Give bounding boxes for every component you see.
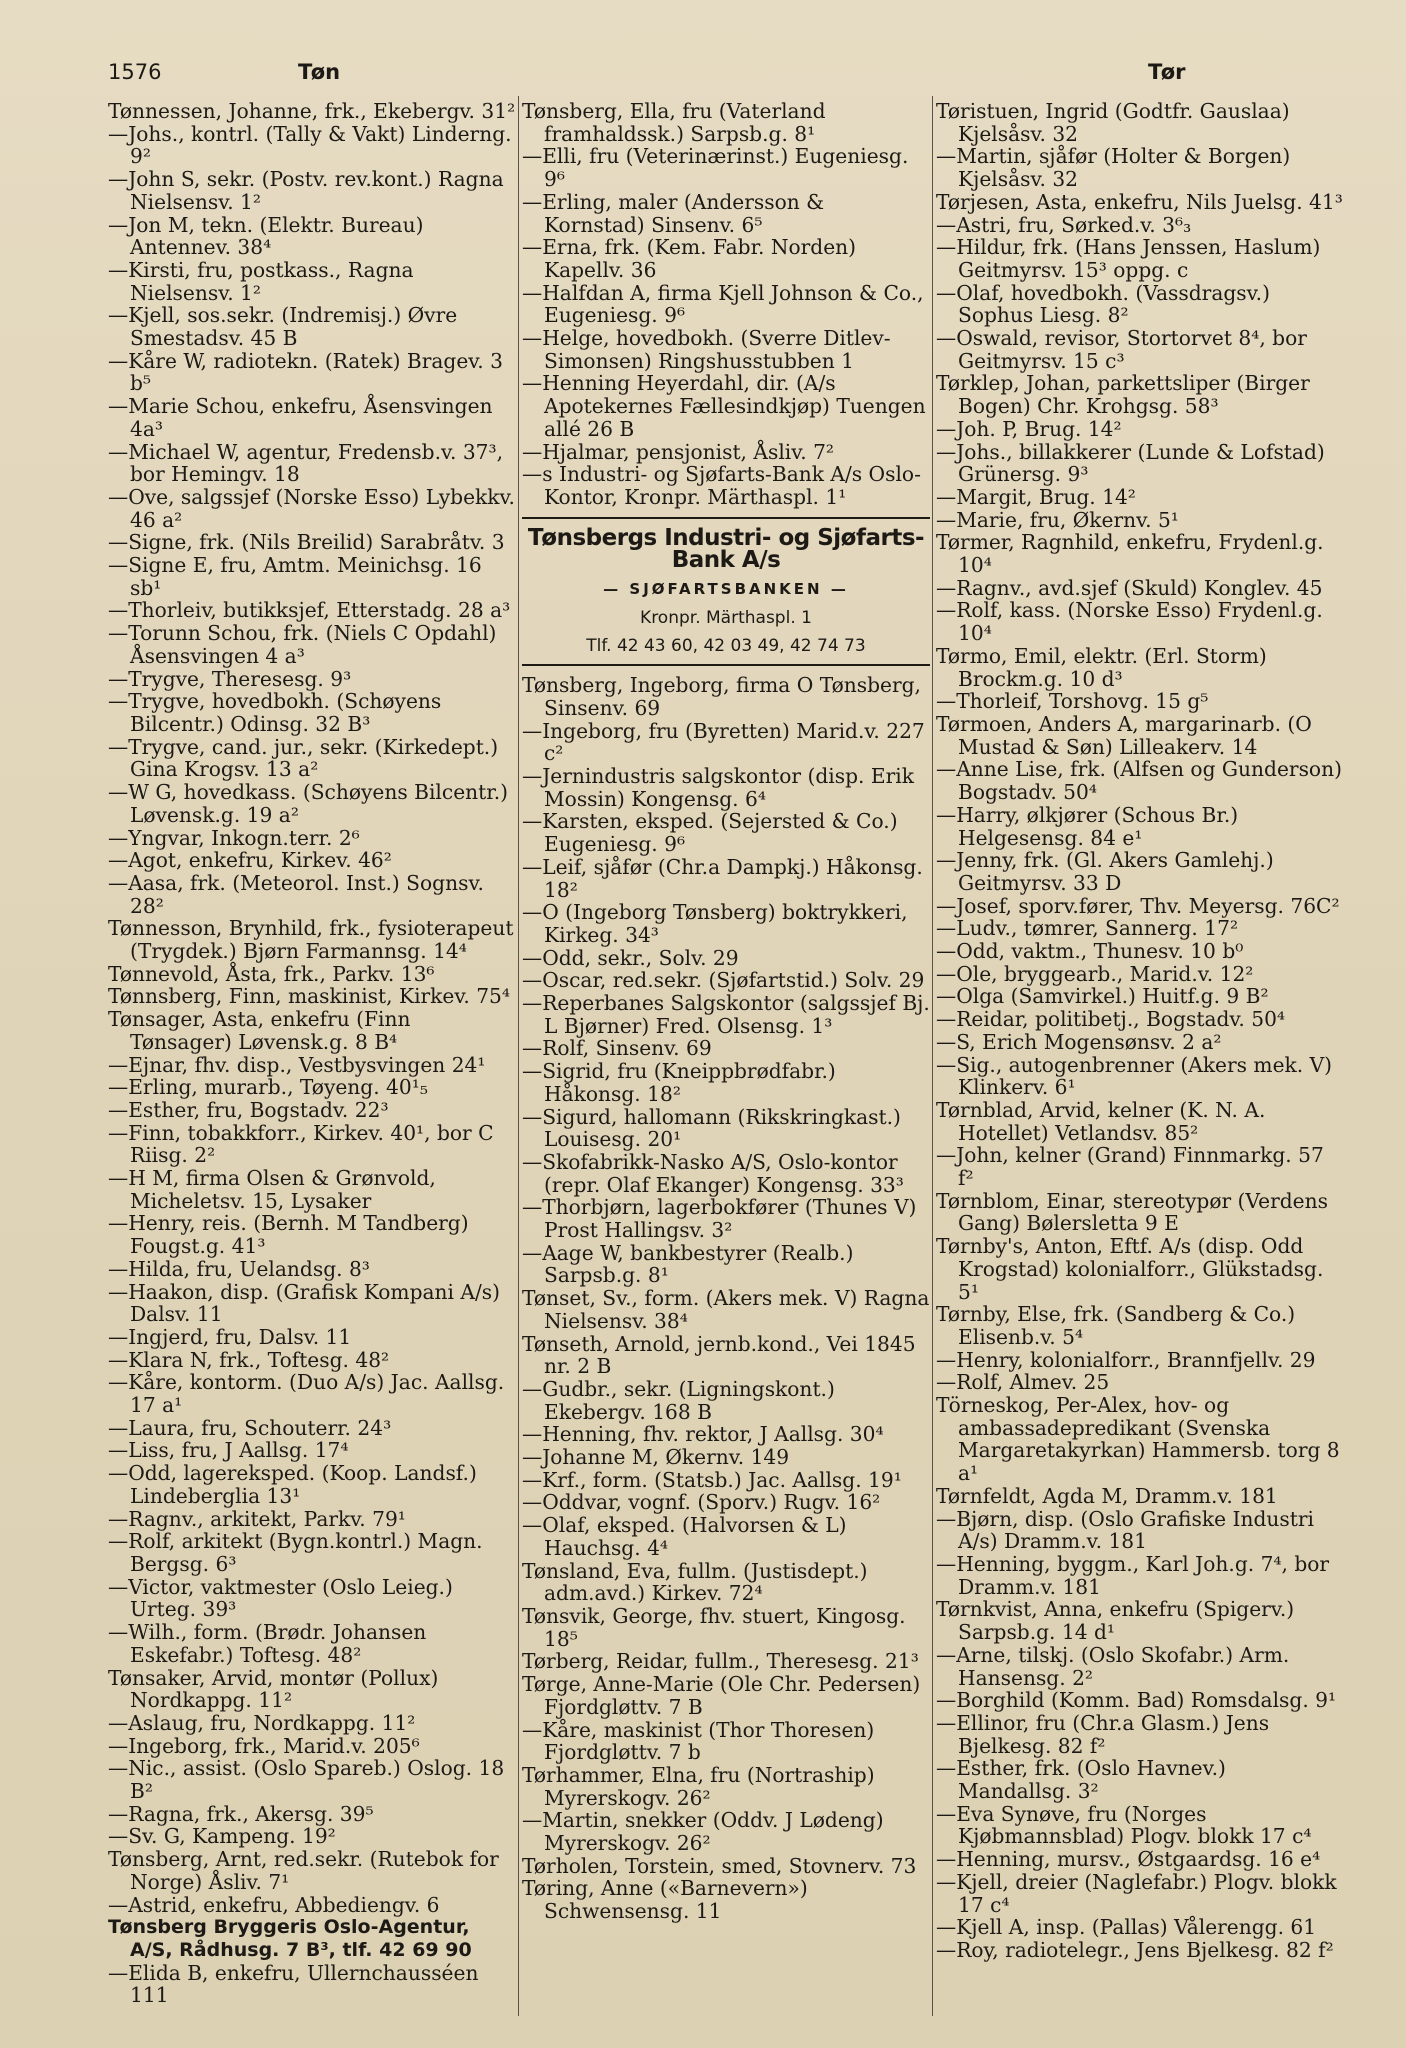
directory-entry: —Josef, sporv.fører, Thv. Meyersg. 76C² bbox=[936, 893, 1340, 918]
directory-entry: —Olaf, eksped. (Halvorsen & L) Hauchsg. 4⁴ bbox=[522, 1513, 847, 1560]
directory-entry: Tønsager, Asta, enkefru (Finn Tønsager) Løvensk.g. 8 B⁴ bbox=[108, 1007, 411, 1054]
directory-entry: —Ingeborg, fru (Byretten) Marid.v. 227 c² bbox=[522, 718, 925, 766]
directory-entry: —Kåre, maskinist (Thor Thoresen) Fjordgløttv. 7 b bbox=[522, 1717, 875, 1765]
directory-entry: —H M, firma Olsen & Grønvold, Micheletsv. 15, Lysaker bbox=[108, 1166, 436, 1213]
directory-entry: —Johs., billakkerer (Lunde & Lofstad) Grünersg. 9³ bbox=[936, 439, 1325, 487]
column-divider bbox=[518, 96, 519, 2016]
directory-entry: —Elli, fru (Veterinærinst.) Eugeniesg. 9⁶ bbox=[522, 144, 909, 192]
directory-entry: Tøristuen, Ingrid (Godtfr. Gauslaa) Kjelsåsv. 32 bbox=[936, 100, 1290, 146]
directory-entry: —Jon M, tekn. (Elektr. Bureau) Antennev. 38⁴ bbox=[108, 212, 424, 260]
directory-entry: —Sigrid, fru (Kneippbrødfabr.) Håkonsg. 18² bbox=[522, 1059, 836, 1106]
directory-entry: —Thorleiv, butikksjef, Etterstadg. 28 a³ bbox=[108, 598, 511, 623]
directory-entry: Tønsberg, Ella, fru (Vaterland framhaldssk.) Sarpsb.g. 8¹ bbox=[522, 100, 826, 146]
directory-entry: —Rolf, Sinsenv. 69 bbox=[522, 1036, 712, 1061]
directory-entry: Tønsberg, Ingeborg, firma O Tønsberg, Sinsenv. 69 bbox=[522, 673, 921, 720]
directory-entry: —Halfdan A, firma Kjell Johnson & Co., Eugeniesg. 9⁶ bbox=[522, 280, 924, 328]
directory-entry: —Henning Heyerdahl, dir. (A/s Apotekernes Fællesindkjøp) Tuengen allé 26 B bbox=[522, 371, 926, 441]
directory-entry: Tørnfeldt, Agda M, Dramm.v. 181 bbox=[936, 1483, 1278, 1508]
directory-entry: —Laura, fru, Schouterr. 24³ bbox=[108, 1415, 392, 1440]
directory-entry: Tønnsberg, Finn, maskinist, Kirkev. 75⁴ bbox=[108, 984, 510, 1009]
directory-entry: —Oddvar, vognf. (Sporv.) Rugv. 16² bbox=[522, 1490, 881, 1515]
directory-entry: —Olaf, hovedbokh. (Vassdragsv.) Sophus Liesg. 8² bbox=[936, 280, 1270, 328]
directory-entry: Tørholen, Torstein, smed, Stovnerv. 73 bbox=[522, 1853, 917, 1878]
directory-entry: Tønsland, Eva, fullm. (Justisdept.) adm.avd.) Kirkev. 72⁴ bbox=[522, 1558, 868, 1606]
ad-address: Kronpr. Märthaspl. 1 bbox=[640, 607, 812, 628]
directory-entry: Tønnessen, Johanne, frk., Ekebergv. 31² bbox=[108, 100, 516, 123]
directory-entry: —Anne Lise, frk. (Alfsen og Gunderson) Bogstadv. 50⁴ bbox=[936, 757, 1342, 805]
directory-entry: —Reperbanes Salgskontor (salgssjef Bj. L Bjørner) Fred. Olsensg. 1³ bbox=[522, 991, 930, 1038]
directory-entry: —Ove, salgssjef (Norske Esso) Lybekkv. 46 a² bbox=[108, 484, 515, 532]
directory-entry: —Henning, byggm., Karl Joh.g. 7⁴, bor Dramm.v. 181 bbox=[936, 1552, 1330, 1599]
directory-entry: —Elida B, enkefru, Ullernchausséen 111 bbox=[108, 1960, 479, 2008]
directory-entry: —Sv. G, Kampeng. 19² bbox=[108, 1824, 336, 1849]
directory-entry: —Odd, lagereksped. (Koop. Landsf.) Lindeberglia 13¹ bbox=[108, 1461, 477, 1508]
directory-entry: —Odd, sekr., Solv. 29 bbox=[522, 945, 739, 970]
directory-entry: Tønseth, Arnold, jernb.kond., Vei 1845 nr. 2 B bbox=[522, 1331, 916, 1379]
directory-entry: —Hildur, frk. (Hans Jenssen, Haslum) Geitmyrsv. 15³ oppg. c bbox=[936, 235, 1321, 282]
directory-entry: Tørmo, Emil, elektr. (Erl. Storm) Brockm.g. 10 d³ bbox=[936, 643, 1267, 691]
directory-entry: —Skofabrikk-Nasko A/S, Oslo-kontor (repr. Olaf Ekanger) Kongensg. 33³ bbox=[522, 1149, 904, 1197]
page-header bbox=[108, 58, 1344, 90]
header-right-word: Tør bbox=[1148, 60, 1186, 84]
directory-entry: —Ingeborg, frk., Marid.v. 205⁶ bbox=[108, 1733, 420, 1758]
directory-entry: —Helge, hovedbokh. (Sverre Ditlev-Simonsen) Ringshusstubben 1 bbox=[522, 326, 891, 373]
directory-entry: Tørmer, Ragnhild, enkefru, Frydenl.g. 10⁴ bbox=[936, 530, 1324, 578]
directory-entry: Tørnby's, Anton, Eftf. A/s (disp. Odd Krogstad) kolonialforr., Glükstadsg. 5¹ bbox=[936, 1234, 1324, 1304]
directory-entry: —S, Erich Mogensønsv. 2 a² bbox=[936, 1029, 1222, 1054]
directory-entry: Tørklep, Johan, parkettsliper (Birger Bogen) Chr. Krohgsg. 58³ bbox=[936, 371, 1310, 419]
directory-entry: —Karsten, eksped. (Sejersted & Co.) Eugeniesg. 9⁶ bbox=[522, 809, 898, 857]
directory-entry: —Klara N, frk., Toftesg. 48² bbox=[108, 1347, 390, 1372]
directory-entry: —Johs., kontrl. (Tally & Vakt) Linderng. 9² bbox=[108, 121, 512, 169]
directory-entry: —Kåre W, radiotekn. (Ratek) Bragev. 3 b⁵ bbox=[108, 348, 503, 396]
directory-entry: —Jenny, frk. (Gl. Akers Gamlehj.) Geitmyrsv. 33 D bbox=[936, 848, 1274, 895]
directory-entry: —Astri, fru, Sørked.v. 3⁶₃ bbox=[936, 212, 1192, 237]
directory-entry: Törneskog, Per-Alex, hov- og ambassadepredikant (Svenska Margaretakyrkan) Hammersb. torg 8 a¹ bbox=[936, 1393, 1340, 1486]
directory-entry: Tøring, Anne («Barnevern») Schwensensg. 11 bbox=[522, 1876, 808, 1924]
directory-entry: —Eva Synøve, fru (Norges Kjøbmannsblad) Plogv. blokk 17 c⁴ bbox=[936, 1801, 1312, 1849]
directory-entry: —Hilda, fru, Uelandsg. 8³ bbox=[108, 1256, 370, 1281]
ad-phones: Tlf. 42 43 60, 42 03 49, 42 74 73 bbox=[586, 636, 866, 657]
directory-entry: —Bjørn, disp. (Oslo Grafiske Industri A/s) Dramm.v. 181 bbox=[936, 1506, 1314, 1554]
directory-entry: —Olga (Samvirkel.) Huitf.g. 9 B² bbox=[936, 984, 1269, 1009]
ad-title: Tønsbergs Industri- og Sjøfarts-Bank A/s bbox=[527, 524, 925, 574]
directory-entry: —Roy, radiotelegr., Jens Bjelkesg. 82 f² bbox=[936, 1937, 1334, 1962]
column-2 bbox=[522, 100, 930, 2020]
directory-entry: —s Industri- og Sjøfarts-Bank A/s Oslo-Kontor, Kronpr. Märthaspl. 1¹ bbox=[522, 462, 921, 509]
directory-entry: —Erling, maler (Andersson & Kornstad) Sinsenv. 6⁵ bbox=[522, 189, 825, 237]
directory-entry: —Marie, fru, Økernv. 5¹ bbox=[936, 507, 1179, 532]
directory-entry: —Ragnv., arkitekt, Parkv. 79¹ bbox=[108, 1506, 406, 1531]
directory-entry: —Ellinor, fru (Chr.a Glasm.) Jens Bjelkesg. 82 f² bbox=[936, 1710, 1270, 1758]
directory-entry: —Aage W, bankbestyrer (Realb.) Sarpsb.g. 8¹ bbox=[522, 1240, 854, 1288]
directory-entry: Tørnblom, Einar, stereotypør (Verdens Gang) Bølersletta 9 E bbox=[936, 1188, 1328, 1236]
directory-entry: —Sigurd, hallomann (Rikskringkast.) Louisesg. 20¹ bbox=[522, 1104, 901, 1152]
directory-entry: —Krf., form. (Statsb.) Jac. Aallsg. 19¹ bbox=[522, 1467, 902, 1492]
directory-entry: Tørge, Anne-Marie (Ole Chr. Pedersen) Fjordgløttv. 7 B bbox=[522, 1672, 921, 1719]
directory-entry: —Yngvar, Inkogn.terr. 2⁶ bbox=[108, 825, 360, 850]
header-left-word: Tøn bbox=[298, 60, 341, 84]
directory-entry: —Henry, reis. (Bernh. M Tandberg) Fougst.g. 41³ bbox=[108, 1211, 469, 1259]
directory-entry: —Joh. P, Brug. 14² bbox=[936, 416, 1122, 441]
directory-entry: —Reidar, politibetj., Bogstadv. 50⁴ bbox=[936, 1007, 1286, 1032]
directory-entry: —Michael W, agentur, Fredensb.v. 37³, bor Hemingv. 18 bbox=[108, 439, 504, 487]
directory-entry: —Rolf, Almev. 25 bbox=[936, 1370, 1110, 1395]
directory-entry: Tønset, Sv., form. (Akers mek. V) Ragna Nielsensv. 38⁴ bbox=[522, 1286, 930, 1333]
directory-entry: —Henning, fhv. rektor, J Aallsg. 30⁴ bbox=[522, 1422, 884, 1447]
directory-entry: —Rolf, kass. (Norske Esso) Frydenl.g. 10⁴ bbox=[936, 598, 1323, 646]
directory-entry: Tørjesen, Asta, enkefru, Nils Juelsg. 41³ bbox=[936, 189, 1343, 214]
directory-entry: —Erling, murarb., Tøyeng. 40¹₅ bbox=[108, 1075, 428, 1100]
directory-entry: —Ole, bryggearb., Marid.v. 12² bbox=[936, 961, 1254, 986]
directory-entry: —Arne, tilskj. (Oslo Skofabr.) Arm. Hansensg. 2² bbox=[936, 1642, 1290, 1690]
directory-entry: —Aslaug, fru, Nordkappg. 11² bbox=[108, 1710, 416, 1735]
column-divider bbox=[932, 96, 933, 2016]
directory-entry: —Astrid, enkefru, Abbediengv. 6 bbox=[108, 1892, 440, 1917]
directory-entry: —Ejnar, fhv. disp., Vestbysvingen 24¹ bbox=[108, 1052, 486, 1077]
directory-entry: —Oswald, revisor, Stortorvet 8⁴, bor Geitmyrsv. 15 c³ bbox=[936, 326, 1307, 373]
directory-entry: —Trygve, hovedbokh. (Schøyens Bilcentr.) Odinsg. 32 B³ bbox=[108, 689, 442, 736]
directory-entry: —Henning, mursv., Østgaardsg. 16 e⁴ bbox=[936, 1847, 1321, 1872]
directory-entry: Tørhammer, Elna, fru (Nortraship) Myrerskogv. 26² bbox=[522, 1762, 875, 1810]
page-number: 1576 bbox=[108, 60, 162, 84]
directory-entry: —Hjalmar, pensjonist, Åsliv. 7² bbox=[522, 439, 835, 464]
directory-entry: —Nic., assist. (Oslo Spareb.) Oslog. 18 B² bbox=[108, 1756, 505, 1804]
directory-entry: Tørnblad, Arvid, kelner (K. N. A. Hotellet) Vetlandsv. 85² bbox=[936, 1097, 1266, 1145]
directory-entry: —Harry, ølkjører (Schous Br.) Helgesensg. 84 e¹ bbox=[936, 802, 1239, 850]
directory-entry: —Finn, tobakkforr., Kirkev. 40¹, bor C Riisg. 2² bbox=[108, 1120, 494, 1168]
directory-entry: —Jernindustris salgskontor (disp. Erik Mossin) Kongensg. 6⁴ bbox=[522, 763, 914, 811]
directory-entry: —Thorleif, Torshovg. 15 g⁵ bbox=[936, 689, 1209, 714]
directory-entry: —Rolf, arkitekt (Bygn.kontrl.) Magn. Bergsg. 6³ bbox=[108, 1529, 483, 1576]
directory-entry: —Victor, vaktmester (Oslo Leieg.) Urteg. 39³ bbox=[108, 1574, 453, 1622]
directory-entry: —Wilh., form. (Brødr. Johansen Eskefabr.) Toftesg. 48² bbox=[108, 1620, 427, 1667]
directory-entry: —Henry, kolonialforr., Brannfjellv. 29 bbox=[936, 1347, 1316, 1372]
directory-entry: —Leif, sjåfør (Chr.a Dampkj.) Håkonsg. 18² bbox=[522, 854, 923, 902]
directory-entry: —Kjell, sos.sekr. (Indremisj.) Øvre Smestadsv. 45 B bbox=[108, 303, 458, 351]
directory-entry: —Borghild (Komm. Bad) Romsdalsg. 9¹ bbox=[936, 1688, 1337, 1713]
directory-entry: —Trygve, cand. jur., sekr. (Kirkedept.) Gina Krogsv. 13 a² bbox=[108, 734, 499, 782]
directory-entry: —Trygve, Theresesg. 9³ bbox=[108, 666, 352, 691]
directory-entry: —Ingjerd, fru, Dalsv. 11 bbox=[108, 1324, 352, 1349]
directory-entry: —Thorbjørn, lagerbokfører (Thunes V) Prost Hallingsv. 3² bbox=[522, 1195, 917, 1243]
directory-entry: —Esther, frk. (Oslo Havnev.) Mandallsg. 3² bbox=[936, 1756, 1226, 1804]
column-1 bbox=[108, 100, 516, 2020]
directory-entry: —Haakon, disp. (Grafisk Kompani A/s) Dalsv. 11 bbox=[108, 1279, 501, 1327]
directory-entry: —Kåre, kontorm. (Duo A/s) Jac. Aallsg. 17 a¹ bbox=[108, 1370, 505, 1418]
directory-entry: —John S, sekr. (Postv. rev.kont.) Ragna Nielsensv. 1² bbox=[108, 167, 504, 214]
directory-entry: —Kirsti, fru, postkass., Ragna Nielsensv. 1² bbox=[108, 257, 414, 305]
directory-entry: —Agot, enkefru, Kirkev. 46² bbox=[108, 848, 392, 873]
directory-entry: —Martin, snekker (Oddv. J Lødeng) Myrerskogv. 26² bbox=[522, 1808, 884, 1856]
directory-entry: —O (Ingeborg Tønsberg) boktrykkeri, Kirkeg. 34³ bbox=[522, 900, 908, 947]
directory-entry: Tønsvik, George, fhv. stuert, Kingosg. 18⁵ bbox=[522, 1604, 906, 1651]
directory-entry: —Margit, Brug. 14² bbox=[936, 484, 1136, 509]
directory-entry: —Johanne M, Økernv. 149 bbox=[522, 1445, 790, 1470]
directory-entry: —Esther, fru, Bogstadv. 22³ bbox=[108, 1097, 389, 1122]
directory-entry: Tørberg, Reidar, fullm., Theresesg. 21³ bbox=[522, 1649, 919, 1674]
directory-entry: —Oscar, red.sekr. (Sjøfartstid.) Solv. 29 bbox=[522, 968, 925, 993]
directory-entry: —W G, hovedkass. (Schøyens Bilcentr.) Løvensk.g. 19 a² bbox=[108, 780, 508, 827]
directory-entry: —Sig., autogenbrenner (Akers mek. V) Klinkerv. 6¹ bbox=[936, 1052, 1333, 1100]
directory-entry: —Ludv., tømrer, Sannerg. 17² bbox=[936, 916, 1239, 941]
directory-entry: —Signe, frk. (Nils Breilid) Sarabråtv. 3 bbox=[108, 530, 505, 555]
directory-entry: Tønnevold, Åsta, frk., Parkv. 13⁶ bbox=[108, 961, 435, 986]
directory-entry: —Liss, fru, J Aallsg. 17⁴ bbox=[108, 1438, 349, 1463]
directory-entry: Tørnby, Else, frk. (Sandberg & Co.) Elisenb.v. 5⁴ bbox=[936, 1302, 1296, 1349]
directory-entry: —Ragnv., avd.sjef (Skuld) Konglev. 45 bbox=[936, 575, 1323, 600]
directory-entry: Tønnesson, Brynhild, frk., fysioterapeut (Trygdek.) Bjørn Farmannsg. 14⁴ bbox=[108, 916, 514, 964]
ad-subtitle: — SJØFARTSBANKEN — bbox=[603, 580, 849, 599]
directory-entry: —Gudbr., sekr. (Ligningskont.) Ekebergv. 168 B bbox=[522, 1376, 835, 1424]
directory-entry: —Martin, sjåfør (Holter & Borgen) Kjelsåsv. 32 bbox=[936, 144, 1291, 192]
directory-entry: —John, kelner (Grand) Finnmarkg. 57 f² bbox=[936, 1143, 1324, 1191]
column-3 bbox=[936, 100, 1344, 2020]
directory-entry-bold: Tønsberg Bryggeris Oslo-Agentur, A/S, Rådhusg. 7 B³, tlf. 42 69 90 bbox=[108, 1916, 472, 1961]
directory-entry: Tønsaker, Arvid, montør (Pollux) Nordkappg. 11² bbox=[108, 1665, 439, 1713]
directory-entry: —Odd, vaktm., Thunesv. 10 b⁰ bbox=[936, 939, 1244, 964]
directory-entry: —Ragna, frk., Akersg. 39⁵ bbox=[108, 1801, 374, 1826]
directory-entry: —Erna, frk. (Kem. Fabr. Norden) Kapellv. 36 bbox=[522, 235, 857, 282]
directory-entry: —Kjell, dreier (Naglefabr.) Plogv. blokk 17 c⁴ bbox=[936, 1869, 1337, 1917]
bank-advertisement bbox=[522, 517, 930, 667]
directory-entry: —Signe E, fru, Amtm. Meinichsg. 16 sb¹ bbox=[108, 553, 482, 600]
directory-entry: —Kjell A, insp. (Pallas) Vålerengg. 61 bbox=[936, 1915, 1317, 1940]
directory-entry: Tønsberg, Arnt, red.sekr. (Rutebok for Norge) Åsliv. 7¹ bbox=[108, 1847, 499, 1894]
directory-entry: Tørnkvist, Anna, enkefru (Spigerv.) Sarpsb.g. 14 d¹ bbox=[936, 1597, 1295, 1645]
directory-entry: —Aasa, frk. (Meteorol. Inst.) Sognsv. 28² bbox=[108, 870, 484, 918]
directory-entry: —Marie Schou, enkefru, Åsensvingen 4a³ bbox=[108, 394, 493, 441]
directory-entry: Tørmoen, Anders A, margarinarb. (O Mustad & Søn) Lilleakerv. 14 bbox=[936, 711, 1312, 759]
directory-entry: —Torunn Schou, frk. (Niels C Opdahl) Åsensvingen 4 a³ bbox=[108, 621, 497, 668]
